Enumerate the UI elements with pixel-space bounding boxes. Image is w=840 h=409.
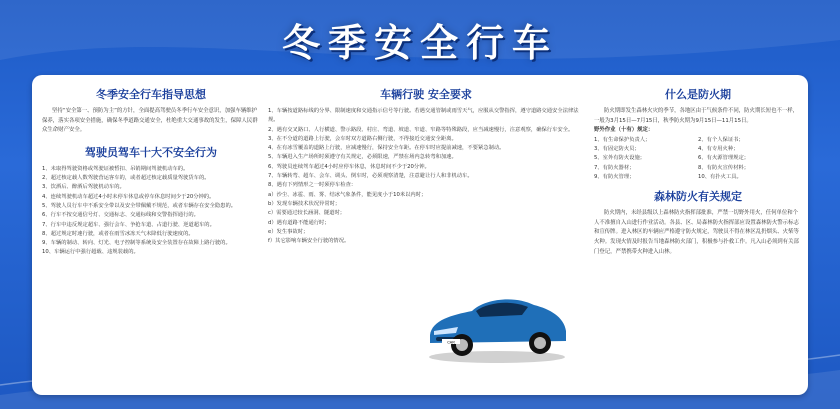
list-item: 4、连续驾驶机动车超过4小时未停车休息或停车休息时间少于20分钟的。 [42, 193, 215, 200]
guideline-heading: 冬季安全行车指导思想 [96, 88, 206, 101]
list-item: 1、有生命保护负责人； [594, 136, 651, 143]
driving-requirements-heading: 车辆行驶 安全要求 [380, 88, 472, 101]
list-item: 5、驾驶人员行车中不系安全带以及安全带佩戴不规范，或者车辆存在安全隐患的。 [42, 202, 237, 209]
car-image [422, 275, 572, 365]
list-item: 8、有防火宣传材料； [698, 164, 750, 171]
list-item: 3、有固定防火员； [594, 146, 640, 153]
fire-rules-list [594, 136, 802, 182]
forest-fire-rules-text: 防火期内，未经县级以上森林防火指挥部批准，严禁一切野外用火，任何单位和个人不准擅自入山进行作业活动。各县、区、局森林防火指挥部应设置森林防火警示标志和宣传牌。进入林区的车辆应严格遵守防火规定，驾驶员不得在林区乱扔烟头、火柴等火种。发现火情及时报告当地森林防火部门，积极参与扑救工作。凡入山必须到有关部门登记，严禁携带火种进入山林。 [594, 210, 799, 255]
list-item: 3、饮酒后、醉酒后驾驶机动车的。 [42, 184, 125, 191]
list-item: 10、车辆运行中强行超载、违规装载的。 [42, 249, 139, 256]
left-column [42, 83, 260, 258]
page-title: 冬季安全行车 [281, 21, 558, 65]
list-item: 5、车辆进入生产场所时须遵守有关规定，必须限速，严禁在场内急转弯和加速。 [268, 154, 457, 161]
list-item: 2、超过核定载人数驾驶营运客车的，或者超过核定载质量驾驶货车的。 [42, 175, 210, 182]
list-item: 1、车辆按道路标线的分界、限制速度和交通指示信号等行驶。若遇交通管制或雨雪天气，应服从交警指挥，遵守道路交通安全法律法规。 [268, 108, 579, 124]
list-item: 7、行车中违反规定超车、强行会车、争抢车道、占道行驶、逆道超车的。 [42, 221, 215, 228]
license-plate: CAR [447, 340, 455, 345]
list-item: 7、有防火器材； [594, 164, 635, 171]
right-column [594, 83, 802, 257]
list-item: 4、在有冰雪覆盖的道路上行驶，应减速慢行，保持安全车距。在停车时应提前减速，不要紧急制动。 [268, 145, 505, 152]
list-item: 1、未取得驾驶资格或驾驶证被暂扣、吊销期间驾驶机动车的。 [42, 165, 189, 172]
guideline-text: 坚持“安全第一、预防为主”的方针，全面提高驾驶员冬季行车安全意识，加强车辆维护保养，落实各项安全措施，确保冬季道路交通安全，杜绝重大交通事故的发生，保障人民群众生命财产安全。 [42, 108, 258, 134]
unsafe-behavior-list [42, 165, 260, 258]
content-panel [32, 75, 808, 395]
list-item: 3、在不分道的道路上行驶，会车时双方道路右侧行驶，不得接近交通安全距离。 [268, 135, 457, 142]
forest-fire-rules-heading: 森林防火有关规定 [654, 190, 742, 204]
fire-period-text: 防火期即发生森林火灾的季节，各地区由于气候条件不同，防火期长短也不一样，一般为3月15日—7月15日，秋季防火期为9月15日—11月15日。 [594, 108, 799, 124]
list-item: 6、行车不按交通信号灯、交通标志、交通标线和交警指挥通行的。 [42, 212, 199, 219]
list-item: e）发生事故时； [268, 228, 309, 235]
unsafe-behavior-heading: 驾驶员驾车十大不安全行为 [85, 145, 217, 159]
list-item: a）沙尘、冰雹、雨、雾、结冰气象条件，能见度小于10米以内时； [268, 191, 427, 198]
fire-period-subtitle: 野外作业（十有）规定： [594, 127, 654, 134]
list-item: 7、车辆转弯、超车、会车、调头、倒车时，必须观察清楚，注意避让行人和非机动车。 [268, 173, 473, 180]
list-item: f）其它影响车辆安全行驶的情况。 [268, 238, 350, 245]
list-item: b）发现车辆技术状况异常时； [268, 200, 341, 207]
list-item: 8、遇有下列情形之一时须停车检查： [268, 182, 357, 189]
list-item: d）遇有道路不能通行时； [268, 219, 330, 226]
list-item: 6、有火源管理规定； [698, 155, 750, 162]
list-item: c）需要通过较长涵洞、隧道时； [268, 210, 346, 217]
list-item: 9、车辆的制动、转向、灯光、电子控制等系统及安全装置存在故障上路行驶的。 [42, 240, 231, 247]
list-item: 8、超过规定时速行驶，或者在雨雪冰冻天气未降低行驶速度的。 [42, 230, 194, 237]
list-item: 9、有防火管理； [594, 173, 635, 180]
fire-period-heading: 什么是防火期 [665, 88, 731, 101]
list-item: 2、有个人保证书； [698, 136, 744, 143]
driving-requirements-list [268, 107, 584, 246]
list-item: 10、有扑火工具。 [698, 173, 742, 180]
middle-column [268, 83, 584, 246]
list-item: 4、有专用火种； [698, 146, 739, 153]
list-item: 5、室外有防火设施； [594, 155, 646, 162]
list-item: 6、驾驶员连续驾车超过4小时应停车休息，休息时间不少于20分钟。 [268, 163, 430, 170]
list-item: 2、遇有交叉路口、人行横道、警示路段、村庄、弯道、坡道、窄道、窄路等特殊路段，应当减速慢行，注意观察，确保行车安全。 [268, 126, 574, 133]
